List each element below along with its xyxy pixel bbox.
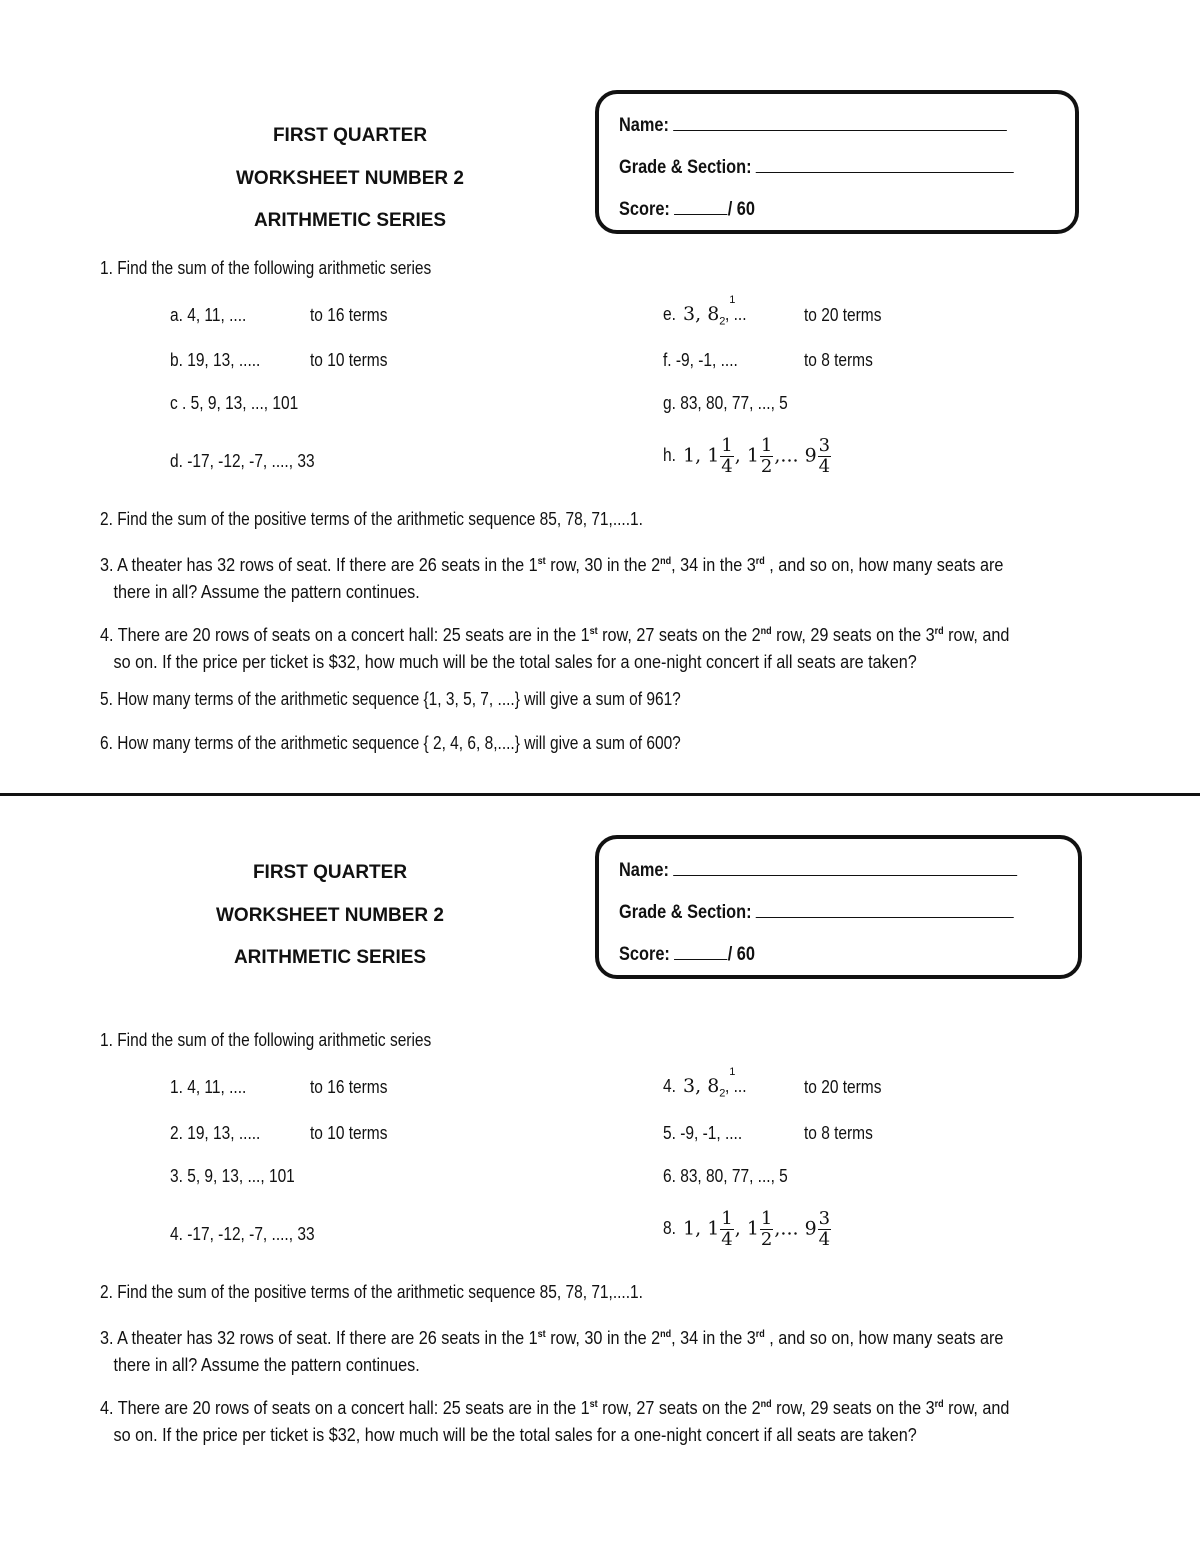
item-3: 3. 5, 9, 13, ..., 101 — [170, 1166, 295, 1186]
question-5: 5. How many terms of the arithmetic sequence {1, 3, 5, 7, ....} will give a sum of 961? — [100, 689, 681, 709]
item-4-right-terms: to 20 terms — [804, 1077, 882, 1097]
worksheet-number-title: WORKSHEET NUMBER 2 — [215, 905, 444, 926]
question-2: 2. Find the sum of the positive terms of the arithmetic sequence 85, 78, 71,....1. — [100, 1282, 643, 1302]
item-8: 8. 1, 1 $\frac{1}{4}$ , 1 $\frac{1}{2}$ ,... 9 $\frac{3}{4}$ — [663, 1208, 831, 1250]
question-1: 1. Find the sum of the following arithmetic series — [100, 258, 432, 278]
item-5-terms: to 8 terms — [804, 1123, 873, 1143]
question-2: 2. Find the sum of the positive terms of the arithmetic sequence 85, 78, 71,....1. — [100, 509, 643, 529]
score-label: Score: — [619, 944, 670, 965]
item-d: d. -17, -12, -7, ...., 33 — [170, 451, 315, 471]
question-1: 1. Find the sum of the following arithmetic series — [100, 1030, 432, 1050]
question-3: 3. A theater has 32 rows of seat. If there are 26 seats in the 1st row, 30 in the 2nd, 34 in the 3rd , and so on, how many seats are there in all? Assume the pattern continues. — [100, 555, 1004, 602]
score-total: / 60 — [727, 944, 755, 965]
score-field[interactable] — [619, 198, 777, 221]
name-label: Name: — [619, 860, 669, 881]
item-2-terms: to 10 terms — [310, 1123, 388, 1143]
item-2: 2. 19, 13, ..... — [170, 1123, 261, 1143]
item-4-right: 4. 3, 8 1 $_2$, ... — [663, 1066, 747, 1100]
name-field[interactable] — [619, 859, 1082, 882]
item-f-terms: to 8 terms — [804, 350, 873, 370]
question-4: 4. There are 20 rows of seats on a concert hall: 25 seats are in the 1st row, 27 seats on the 2nd row, 29 seats on the 3rd row, and so on. If the price per ticket is $32, how much will be the total sales for a one-night concert if all seats are taken? — [100, 1398, 1010, 1445]
item-h: h. 1, 1 $\frac{1}{4}$ , 1 $\frac{1}{2}$ ,... 9 $\frac{3}{4}$ — [663, 435, 831, 477]
score-label: Score: — [619, 199, 670, 220]
score-total: / 60 — [727, 199, 755, 220]
item-b-terms: to 10 terms — [310, 350, 388, 370]
question-4: 4. There are 20 rows of seats on a concert hall: 25 seats are in the 1st row, 27 seats on the 2nd row, 29 seats on the 3rd row, and so on. If the price per ticket is $32, how much will be the total sales for a one-night concert if all seats are taken? — [100, 625, 1010, 672]
question-3: 3. A theater has 32 rows of seat. If there are 26 seats in the 1st row, 30 in the 2nd, 34 in the 3rd , and so on, how many seats are there in all? Assume the pattern continues. — [100, 1328, 1004, 1375]
student-info-box — [595, 835, 1082, 979]
item-e: e. 3, 8 1 $_2$, ... — [663, 294, 747, 328]
item-a: a. 4, 11, .... — [170, 305, 247, 325]
grade-section-field[interactable] — [619, 901, 1078, 924]
page-divider — [0, 793, 1200, 796]
item-e-terms: to 20 terms — [804, 305, 882, 325]
grade-section-field[interactable] — [619, 156, 1078, 179]
item-6: 6. 83, 80, 77, ..., 5 — [663, 1166, 788, 1186]
student-info-box — [595, 90, 1079, 234]
name-label: Name: — [619, 115, 669, 136]
grade-section-label: Grade & Section: — [619, 902, 752, 923]
grade-section-label: Grade & Section: — [619, 157, 752, 178]
question-6: 6. How many terms of the arithmetic sequence { 2, 4, 6, 8,....} will give a sum of 600? — [100, 733, 681, 753]
quarter-title: FIRST QUARTER — [252, 862, 408, 883]
item-b: b. 19, 13, ..... — [170, 350, 261, 370]
item-5: 5. -9, -1, .... — [663, 1123, 743, 1143]
item-4: 4. -17, -12, -7, ...., 33 — [170, 1224, 315, 1244]
name-field[interactable] — [619, 114, 1070, 137]
item-1: 1. 4, 11, .... — [170, 1077, 247, 1097]
item-c: c . 5, 9, 13, ..., 101 — [170, 393, 299, 413]
topic-title: ARITHMETIC SERIES — [233, 947, 427, 968]
item-a-terms: to 16 terms — [310, 305, 388, 325]
item-f: f. -9, -1, .... — [663, 350, 738, 370]
item-g: g. 83, 80, 77, ..., 5 — [663, 393, 788, 413]
item-1-terms: to 16 terms — [310, 1077, 388, 1097]
topic-title: ARITHMETIC SERIES — [253, 210, 447, 231]
quarter-title: FIRST QUARTER — [272, 125, 428, 146]
score-field[interactable] — [619, 943, 777, 966]
worksheet-number-title: WORKSHEET NUMBER 2 — [235, 168, 464, 189]
